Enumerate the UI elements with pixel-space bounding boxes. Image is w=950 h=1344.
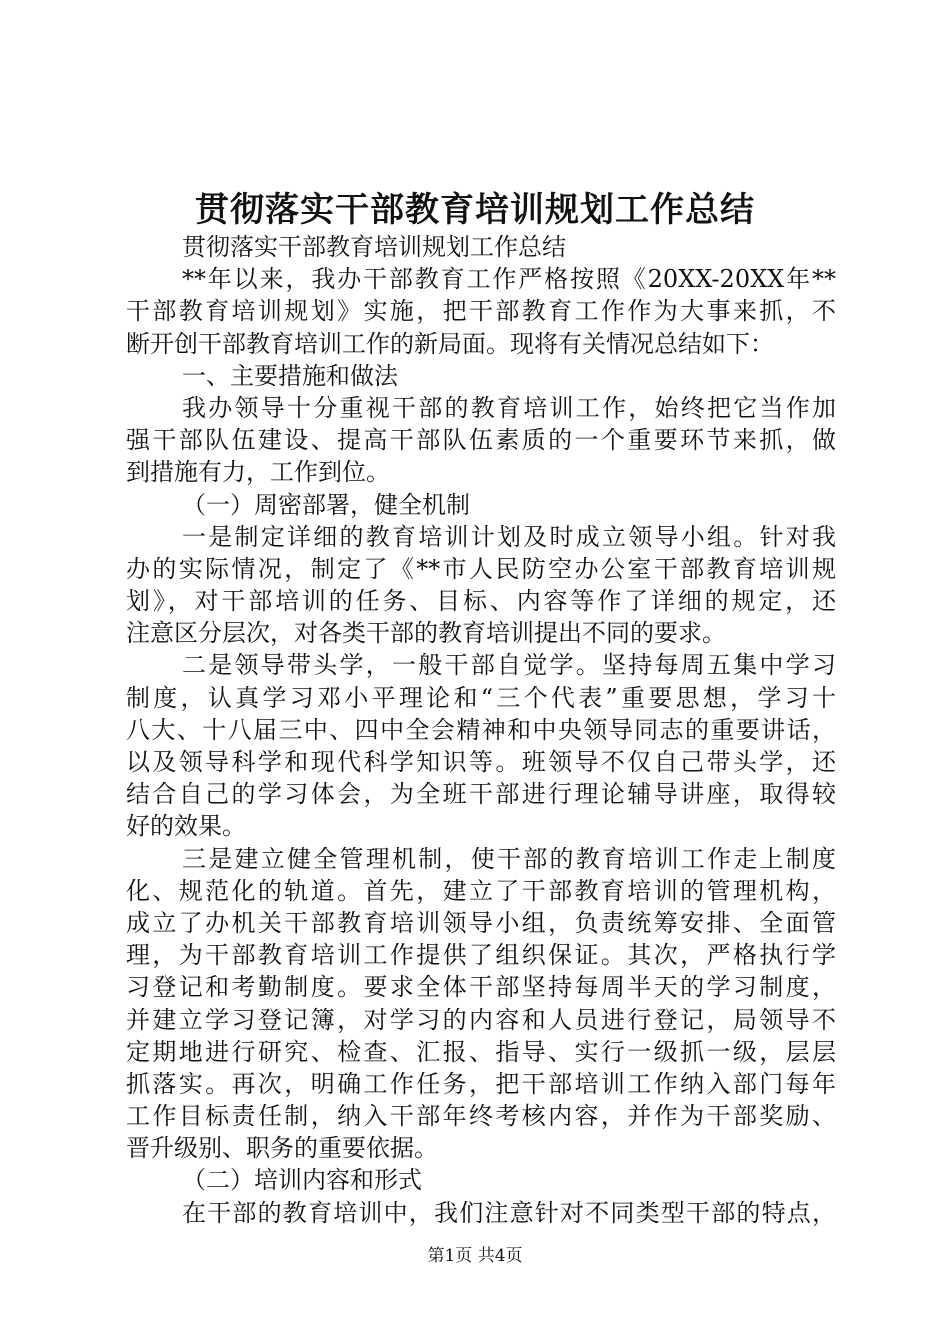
text-line: 习登记和考勤制度。要求全体干部坚持每周半天的学习制度，	[126, 973, 836, 1002]
text-line: 并建立学习登记簿，对学习的内容和人员进行登记，局领导不	[126, 1005, 836, 1034]
text-line: 三是建立健全管理机制，使干部的教育培训工作走上制度	[182, 844, 836, 873]
text-line: 二是领导带头学，一般干部自觉学。坚持每周五集中学习	[182, 651, 836, 680]
text-line: 制度，认真学习邓小平理论和“三个代表”重要思想，学习十	[126, 683, 836, 712]
text-line: 抓落实。再次，明确工作任务，把干部培训工作纳入部门每年	[126, 1069, 836, 1098]
text-line-subtitle: 贯彻落实干部教育培训规划工作总结	[182, 233, 566, 261]
subsection-heading: （一）周密部署，健全机制	[182, 490, 470, 519]
text-line: 好的效果。	[126, 812, 246, 841]
text-line: 工作目标责任制，纳入干部年终考核内容，并作为干部奖励、	[126, 1102, 836, 1131]
page-footer: 第1页 共4页	[427, 1246, 523, 1266]
text-line: 化、规范化的轨道。首先，建立了干部教育培训的管理机构，	[126, 876, 836, 905]
text-line: 晋升级别、职务的重要依据。	[126, 1134, 438, 1163]
text-line: 注意区分层次，对各类干部的教育培训提出不同的要求。	[126, 619, 726, 648]
text-line: 办的实际情况，制定了《**市人民防空办公室干部教育培训规	[126, 554, 836, 583]
text-line: **年以来，我办干部教育工作严格按照《20XX-20XX年**	[182, 265, 836, 294]
text-line: 以及领导科学和现代科学知识等。班领导不仅自己带头学，还	[126, 748, 836, 776]
text-line: 我办领导十分重视干部的教育培训工作，始终把它当作加	[182, 393, 836, 422]
text-line: 结合自己的学习体会，为全班干部进行理论辅导讲座，取得较	[126, 780, 836, 809]
subsection-heading: （二）培训内容和形式	[182, 1166, 422, 1195]
text-line: 干部教育培训规划》实施，把干部教育工作作为大事来抓，不	[126, 297, 836, 326]
text-line: 划》，对干部培训的任务、目标、内容等作了详细的规定，还	[126, 587, 836, 616]
document-title: 贯彻落实干部教育培训规划工作总结	[195, 190, 755, 230]
document-body	[126, 231, 836, 1229]
text-line: 定期地进行研究、检查、汇报、指导、实行一级抓一级，层层	[126, 1037, 836, 1066]
text-line: 在干部的教育培训中，我们注意针对不同类型干部的特点，	[182, 1198, 836, 1227]
text-line: 强干部队伍建设、提高干部队伍素质的一个重要环节来抓，做	[126, 426, 836, 455]
text-line: 一是制定详细的教育培训计划及时成立领导小组。针对我	[182, 522, 836, 551]
text-line: 理，为干部教育培训工作提供了组织保证。其次，严格执行学	[126, 941, 836, 970]
text-line: 成立了办机关干部教育培训领导小组，负责统筹安排、全面管	[126, 908, 836, 937]
section-heading: 一、主要措施和做法	[182, 361, 398, 390]
text-line: 到措施有力，工作到位。	[126, 458, 390, 487]
text-line: 八大、十八届三中、四中全会精神和中央领导同志的重要讲话，	[126, 715, 836, 744]
text-line: 断开创干部教育培训工作的新局面。现将有关情况总结如下：	[126, 329, 774, 358]
